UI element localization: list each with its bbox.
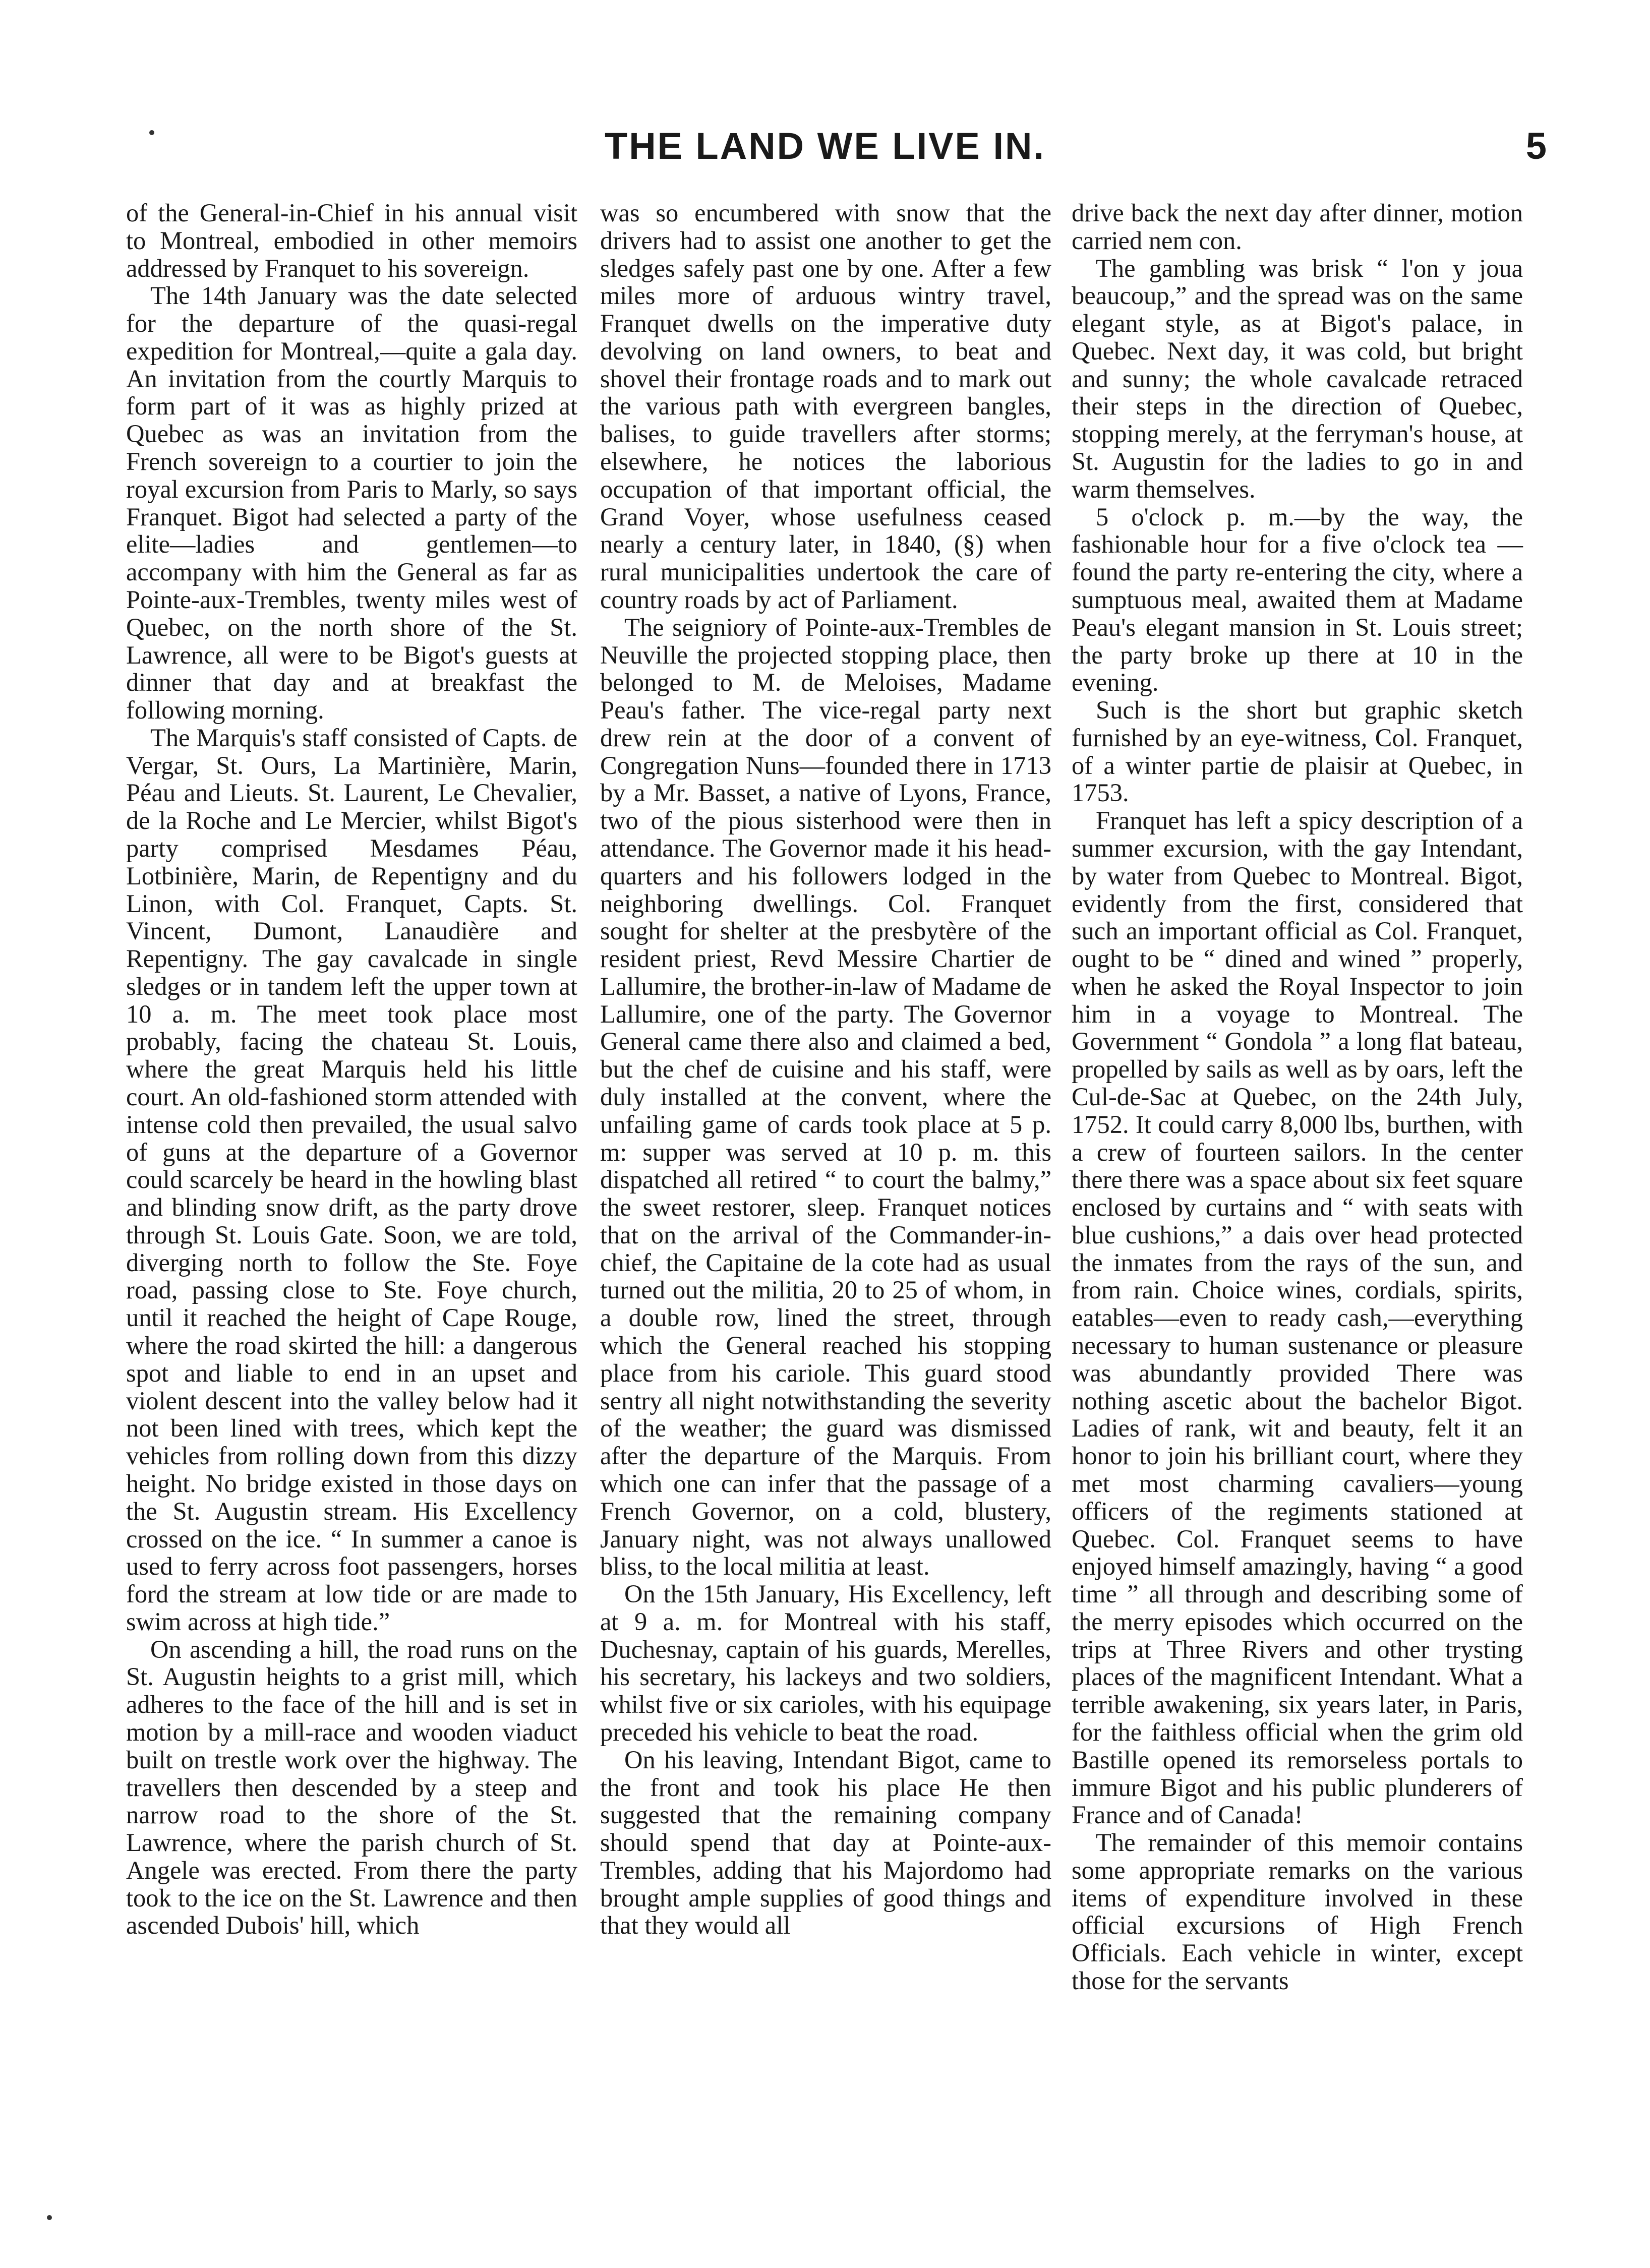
paragraph: On his leaving, Intendant Bigot, came to the front and took his place He then suggested that the remaining company should spend that day at Pointe-aux-Trembles, adding that his Majordomo had brought ample supplies of good things and that they would all	[600, 1745, 1051, 1940]
paragraph: The remainder of this memoir contains some appropriate remarks on the various items of expenditure involved in these official excursions of High French Officials. Each vehicle in winter, except those for the servants	[1072, 1828, 1523, 1995]
page-number: 5	[1525, 125, 1547, 167]
paragraph: The Marquis's staff consisted of Capts. de Vergar, St. Ours, La Martinière, Marin, Péau and Lieuts. St. Laurent, Le Chevalier, de la Roche and Le Mercier, whilst Bigot's party comprised Mesdames Péau, Lotbinière, Marin, de Repentigny and du Linon, with Col. Franquet, Capts. St. Vincent, Dumont, Lanaudière and Repentigny. The gay cavalcade in single sledges or in tandem left the upper town at 10 a. m. The meet took place most probably, facing the chateau St. Louis, where the great Marquis held his little court. An old-fashioned storm attended with intense cold then prevailed, the usual salvo of guns at the departure of a Governor could scarcely be heard in the howling blast and blinding snow drift, as the party drove through St. Louis Gate. Soon, we are told, diverging north to follow the Ste. Foye road, passing close to Ste. Foye church, until it reached the height of Cape Rouge, where the road skirted the hill: a dangerous spot and liable to end in an upset and violent descent into the valley below had it not been lined with trees, which kept the vehicles from rolling down from this dizzy height. No bridge existed in those days on the St. Augustin stream. His Excellency crossed on the ice. “ In summer a canoe is used to ferry across foot passengers, horses ford the stream at low tide or are made to swim across at high tide.”	[126, 723, 577, 1636]
paragraph: 5 o'clock p. m.—by the way, the fashionable hour for a five o'clock tea —found the party re-entering the city, where a sumptuous meal, awaited them at Madame Peau's elegant mansion in St. Louis street; the party broke up there at 10 in the evening.	[1072, 502, 1523, 697]
paragraph: Franquet has left a spicy description of a summer excursion, with the gay Intendant, by water from Quebec to Montreal. Bigot, evidently from the first, considered that such an important official as Col. Franquet, ought to be “ dined and wined ” properly, when he asked the Royal Inspector to join him in a voyage to Montreal. The Government “ Gondola ” a long flat bateau, propelled by sails as well as by oars, left the Cul-de-Sac at Quebec, on the 24th July, 1752. It could carry 8,000 lbs, burthen, with a crew of fourteen sailors. In the center there there was a space about six feet square enclosed by curtains and “ with seats with blue cushions,” a dais over head protected the inmates from the rays of the sun, and from rain. Choice wines, cordials, spirits, eatables—even to ready cash,—everything necessary to human sustenance or pleasure was abundantly provided There was nothing ascetic about the bachelor Bigot. Ladies of rank, wit and beauty, felt it an honor to join his brilliant court, where they met most charming cavaliers—young officers of the regiments stationed at Quebec. Col. Franquet seems to have enjoyed himself amazingly, having “ a good time ” all through and describing some of the merry episodes which occurred on the trips at Three Rivers and other trysting places of the magnificent Intendant. What a terrible awakening, six years later, in Paris, for the faithless official when the grim old Bastille opened its remorseless portals to immure Bigot and his public plunderers of France and of Canada!	[1072, 806, 1523, 1829]
text-column-2	[600, 199, 1051, 1939]
stray-ink-mark	[149, 130, 154, 135]
stray-ink-mark	[47, 2215, 52, 2220]
running-title: THE LAND WE LIVE IN.	[605, 125, 1045, 167]
paragraph: The gambling was brisk “ l'on y joua beaucoup,” and the spread was on the same elegant style, as at Bigot's palace, in Quebec. Next day, it was cold, but bright and sunny; the whole cavalcade retraced their steps in the direction of Quebec, stopping merely, at the ferryman's house, at St. Augustin for the ladies to go in and warm themselves.	[1072, 254, 1523, 503]
page-header	[0, 118, 1650, 174]
paragraph: was so encumbered with snow that the drivers had to assist one another to get the sledges safely past one by one. After a few miles more of arduous wintry travel, Franquet dwells on the imperative duty devolving on land owners, to beat and shovel their frontage roads and to mark out the various path with evergreen bangles, balises, to guide travellers after storms; elsewhere, he notices the laborious occupation of that important official, the Grand Voyer, whose usefulness ceased nearly a century later, in 1840, (§) when rural municipalities undertook the care of country roads by act of Parliament.	[600, 199, 1051, 614]
paragraph: The 14th January was the date selected for the departure of the quasi-regal expedition for Montreal,—quite a gala day. An invitation from the courtly Marquis to form part of it was as highly prized at Quebec as was an invitation from the French sovereign to a courtier to join the royal excursion from Paris to Marly, so says Franquet. Bigot had selected a party of the elite—ladies and gentlemen—to accompany with him the General as far as Pointe-aux-Trembles, twenty miles west of Quebec, on the north shore of the St. Lawrence, all were to be Bigot's guests at dinner that day and at breakfast the following morning.	[126, 281, 577, 725]
text-column-1	[126, 199, 577, 1939]
paragraph: drive back the next day after dinner, motion carried nem con.	[1072, 199, 1523, 255]
paragraph: On the 15th January, His Excellency, left at 9 a. m. for Montreal with his staff, Duchesnay, captain of his guards, Merelles, his secretary, his lackeys and two soldiers, whilst five or six carioles, with his equipage preceded his vehicle to beat the road.	[600, 1580, 1051, 1746]
text-column-3	[1072, 199, 1523, 1995]
paragraph: On ascending a hill, the road runs on the St. Augustin heights to a grist mill, which adheres to the face of the hill and is set in motion by a mill-race and wooden viaduct built on trestle work over the highway. The travellers then descended by a steep and narrow road to the shore of the St. Lawrence, where the parish church of St. Angele was erected. From there the party took to the ice on the St. Lawrence and then ascended Dubois' hill, which	[126, 1635, 577, 1940]
paragraph: Such is the short but graphic sketch furnished by an eye-witness, Col. Franquet, of a winter partie de plaisir at Quebec, in 1753.	[1072, 696, 1523, 807]
paragraph: The seigniory of Pointe-aux-Trembles de Neuville the projected stopping place, then belonged to M. de Meloises, Madame Peau's father. The vice-regal party next drew rein at the door of a convent of Congregation Nuns—founded there in 1713 by a Mr. Basset, a native of Lyons, France, two of the pious sisterhood were then in attendance. The Governor made it his head-quarters and his followers lodged in the neighboring dwellings. Col. Franquet sought for shelter at the presbytère of the resident priest, Revd Messire Chartier de Lallumire, the brother-in-law of Madame de Lallumire, one of the party. The Governor General came there also and claimed a bed, but the chef de cuisine and his staff, were duly installed at the convent, where the unfailing game of cards took place at 5 p. m: supper was served at 10 p. m. this dispatched all retired “ to court the balmy,” the sweet restorer, sleep. Franquet notices that on the arrival of the Commander-in-chief, the Capitaine de la cote had as usual turned out the militia, 20 to 25 of whom, in a double row, lined the street, through which the General reached his stopping place from his cariole. This guard stood sentry all night notwithstanding the severity of the weather; the guard was dismissed after the departure of the Marquis. From which one can infer that the passage of a French Governor, on a cold, blustery, January night, was not always unallowed bliss, to the local militia at least.	[600, 613, 1051, 1581]
paragraph: of the General-in-Chief in his annual visit to Montreal, embodied in other memoirs addressed by Franquet to his sovereign.	[126, 199, 577, 282]
